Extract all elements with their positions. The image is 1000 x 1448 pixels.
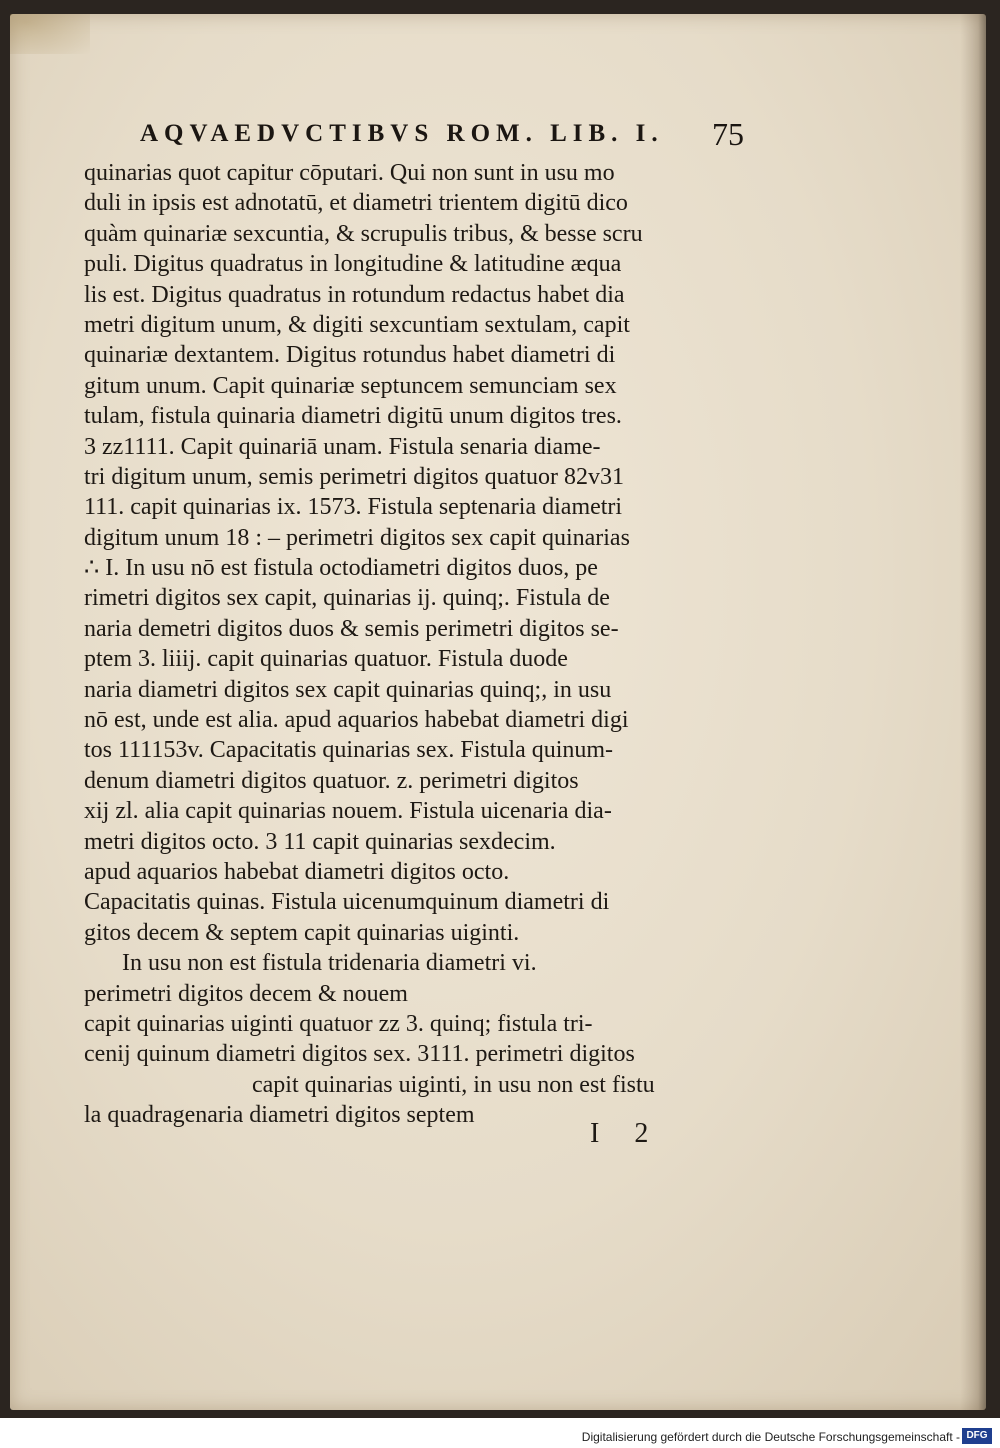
text-line: quinarias quot capitur cōputari. Qui non sunt in usu mo <box>84 160 615 186</box>
text-line: Capacitatis quinas. Fistula uicenumquinum diametri di <box>84 889 610 916</box>
text-line: rimetri digitos sex capit, quinarias ij. quinq;. Fistula de <box>84 585 610 612</box>
text-line: nō est, unde est alia. apud aquarios habebat diametri digi <box>84 707 629 734</box>
paper-stain <box>10 14 90 54</box>
text-line: duli in ipsis est adnotatū, et diametri trientem digitū dico <box>84 190 628 217</box>
text-line: lis est. Digitus quadratus in rotundum redactus habet dia <box>84 281 625 308</box>
text-line: metri digitos octo. 3 11 capit quinarias sexdecim. <box>84 828 556 855</box>
text-line: puli. Digitus quadratus in longitudine & latitudine æqua <box>84 251 622 278</box>
text-line: la quadragenaria diametri digitos septem <box>84 1102 475 1129</box>
text-line: gitos decem & septem capit quinarias uiginti. <box>84 919 520 946</box>
text-line: denum diametri digitos quatuor. z. perimetri digitos <box>84 767 579 794</box>
text-line: tulam, fistula quinaria diametri digitū unum digitos tres. <box>84 403 622 430</box>
signature-mark: I 2 <box>590 1118 663 1149</box>
running-head: AQVAEDVCTIBVS ROM. LIB. I. <box>140 120 664 147</box>
text-line: 111. capit quinarias ix. 1573. Fistula septenaria diametri <box>84 494 623 521</box>
text-line: ∴ I. In usu nō est fistula octodiametri digitos duos, pe <box>84 555 598 582</box>
text-line: ptem 3. liiij. capit quinarias quatuor. Fistula duode <box>84 646 568 673</box>
page-number: 75 <box>712 116 744 152</box>
text-line: apud aquarios habebat diametri digitos octo. <box>84 858 510 885</box>
text-line: cenij quinum diametri digitos sex. 3111. perimetri digitos <box>84 1041 635 1068</box>
dfg-logo-icon: DFG <box>962 1428 992 1444</box>
indented-text-line: capit quinarias uiginti, in usu non est fistu <box>252 1071 655 1098</box>
text-line: 3 zz1111. Capit quinariā unam. Fistula senaria diame- <box>84 433 601 460</box>
indented-text-line: In usu non est fistula tridenaria diametri vi. <box>122 950 537 977</box>
text-line: naria demetri digitos duos & semis perimetri digitos se- <box>84 615 619 642</box>
text-line: tri digitum unum, semis perimetri digitos quatuor 82v31 <box>84 463 624 490</box>
text-line: metri digitum unum, & digiti sexcuntiam sextulam, capit <box>84 311 630 338</box>
funding-credit: Digitalisierung gefördert durch die Deutsche Forschungsgemeinschaft - <box>581 1430 960 1444</box>
text-line: quàm quinariæ sexcuntia, & scrupulis tribus, & besse scru <box>84 220 643 247</box>
spine-shadow <box>960 14 986 1410</box>
text-line: quinariæ dextantem. Digitus rotundus habet diametri di <box>84 342 616 369</box>
body-text <box>84 158 724 1131</box>
text-line: perimetri digitos decem & nouem <box>84 980 408 1007</box>
text-line: digitum unum 18 : – perimetri digitos sex capit quinarias <box>84 524 630 551</box>
text-line: capit quinarias uiginti quatuor zz 3. quinq; fistula tri- <box>84 1010 593 1037</box>
text-line: gitum unum. Capit quinariæ septuncem semunciam sex <box>84 372 617 399</box>
text-line: tos 111153v. Capacitatis quinarias sex. Fistula quinum- <box>84 737 614 764</box>
text-line: xij zl. alia capit quinarias nouem. Fistula uicenaria dia- <box>84 798 612 825</box>
text-line: naria diametri digitos sex capit quinarias quinq;, in usu <box>84 676 612 703</box>
